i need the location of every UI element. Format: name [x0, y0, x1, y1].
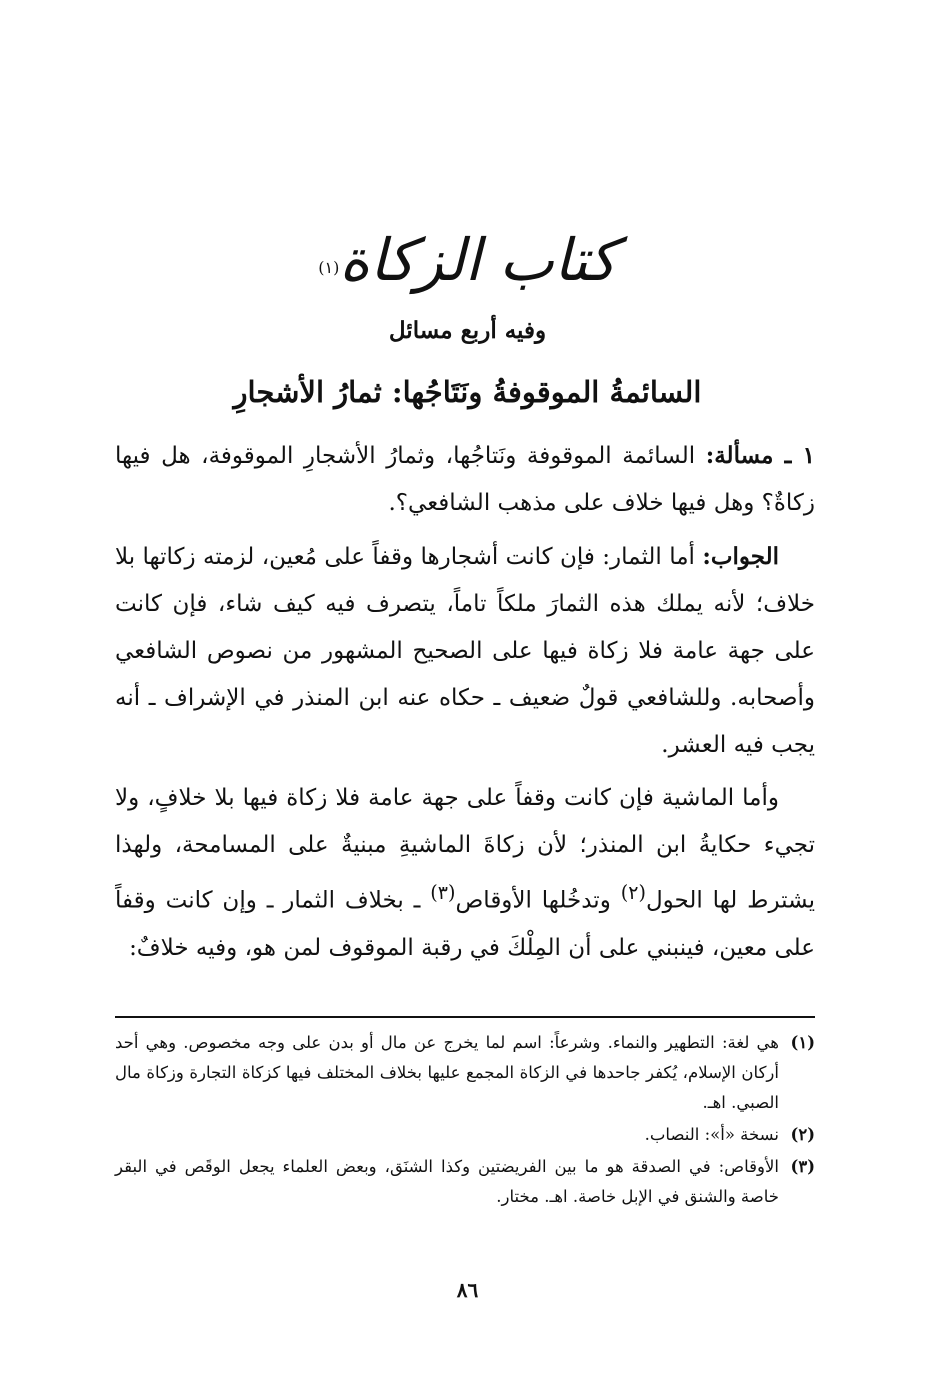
- footnote-text: الأوقاص: في الصدقة هو ما بين الفريضتين وكذا الشنَق، وبعض العلماء يجعل الوقَص في البقر خاصة والشنق في الإبل خاصة. اهـ. مختار.: [115, 1157, 779, 1206]
- footnotes: [115, 1028, 815, 1214]
- livestock-text-1: وأما الماشية فإن كانت وقفاً على جهة عامة فلا زكاة فيها بلا خلافٍ، ولا تجيء حكايةُ ابن المنذر؛ لأن زكاةَ الماشيةِ مبنيةٌ على المسامحة، ولهذا يشترط لها الحول: [115, 785, 815, 914]
- book-title: [0, 225, 935, 295]
- question-label: ١ ـ مسألة:: [705, 442, 815, 469]
- footnote-2: [115, 1120, 815, 1150]
- footnote-number: (٣): [790, 1157, 815, 1176]
- livestock-text-2: وتدخُلها الأوقاص: [455, 887, 621, 914]
- livestock-paragraph: [115, 775, 815, 972]
- footnote-ref-2: (٢): [620, 881, 646, 904]
- book-title-footnote-ref: (١): [318, 258, 340, 277]
- answer-paragraph: [115, 533, 815, 769]
- footnote-divider: [115, 1016, 815, 1018]
- answer-text: أما الثمار: فإن كانت أشجارها وقفاً على مُعين، لزمته زكاتها بلا خلاف؛ لأنه يملك هذه الثمارَ ملكاً تاماً، يتصرف فيه كيف شاء، فإن كانت على جهة عامة فلا زكاة فيها على الصحيح المشهور من نصوص الشافعي وأصحابه. وللشافعي قولٌ ضعيف ـ حكاه عنه ابن المنذر في الإشراف ـ أنه يجب فيه العشر.: [115, 544, 815, 758]
- question-paragraph: [115, 432, 815, 527]
- footnote-3: [115, 1152, 815, 1212]
- book-title-text: كتاب الزكاة: [339, 226, 617, 294]
- footnote-ref-3: (٣): [430, 881, 456, 904]
- footnote-number: (٢): [790, 1125, 815, 1144]
- footnote-text: نسخة «أ»: النصاب.: [644, 1125, 779, 1144]
- footnote-number: (١): [790, 1033, 815, 1052]
- page-number: ٨٦: [456, 1278, 479, 1302]
- section-heading: السائمةُ الموقوفةُ ونَتَاجُها: ثمارُ الأشجارِ: [233, 375, 702, 409]
- answer-label: الجواب:: [702, 543, 779, 570]
- livestock-text-3: ـ بخلاف الثمار ـ وإن كانت وقفاً على معين، فينبني على أن المِلْكَ في رقبة الموقوف لمن هو، وفيه خلافٌ:: [115, 887, 815, 961]
- chapter-subtitle: وفيه أربع مسائل: [388, 317, 547, 344]
- main-text: [115, 432, 815, 978]
- footnote-text: هي لغة: التطهير والنماء. وشرعاً: اسم لما يخرج عن مال أو بدن على وجه مخصوص. وهي أحد أركان الإسلام، يُكفر جاحدها في الزكاة المجمع عليها بخلاف المختلف فيها كزكاة التجارة وزكاة مال الصبي. اهـ.: [115, 1033, 779, 1112]
- question-text: السائمة الموقوفة ونَتاجُها، وثمارُ الأشجارِ الموقوفة، هل فيها زكاةٌ؟ وهل فيها خلاف على مذهب الشافعي؟.: [115, 443, 815, 516]
- footnote-1: [115, 1028, 815, 1118]
